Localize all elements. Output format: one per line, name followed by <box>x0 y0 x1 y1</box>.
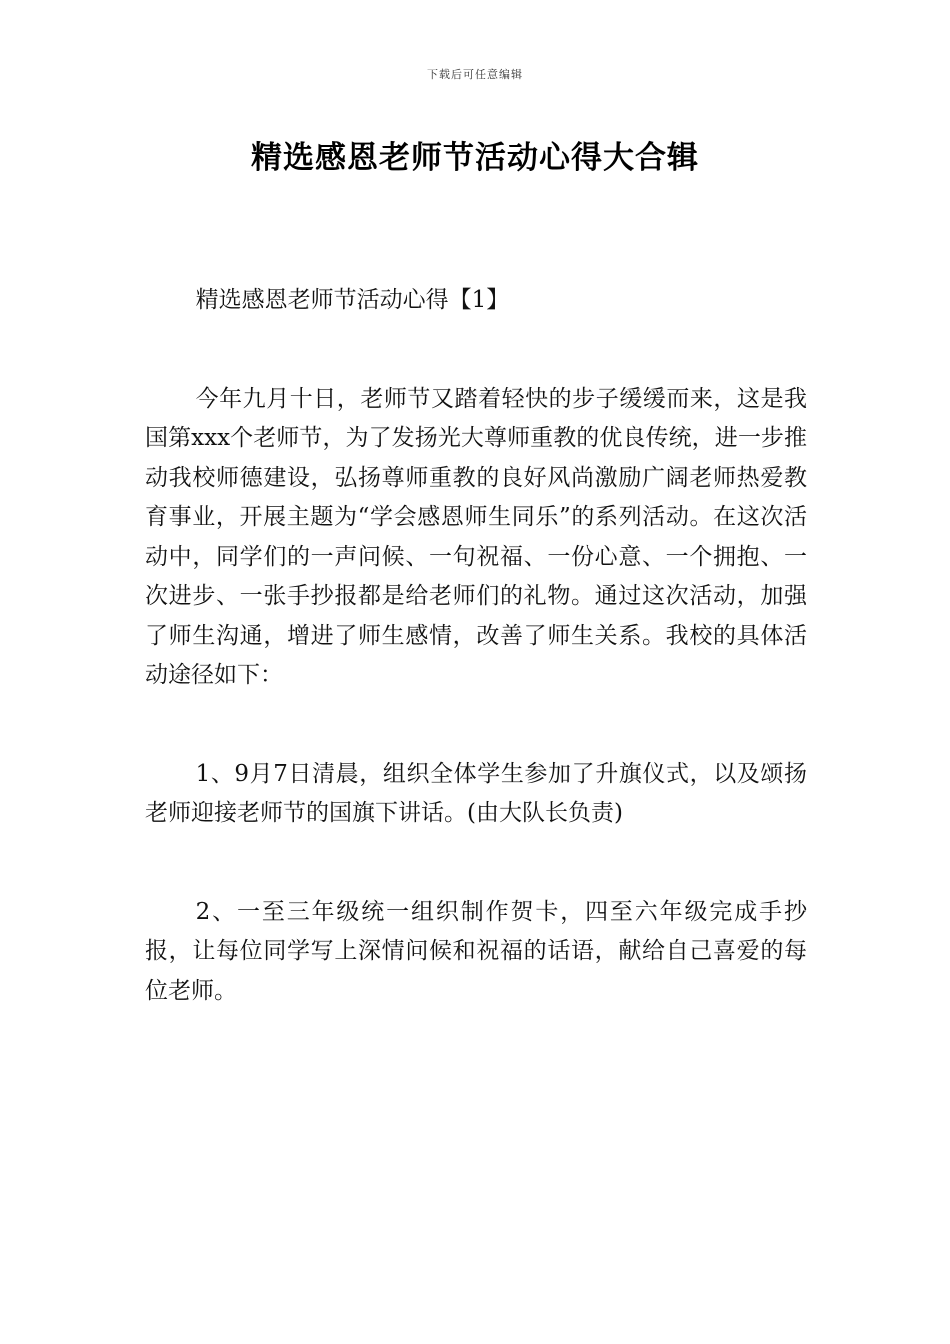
paragraph-intro: 今年九月十日，老师节又踏着轻快的步子缓缓而来，这是我国第xxx个老师节，为了发扬光大尊师重教的优良传统，进一步推动我校师德建设，弘扬尊师重教的良好风尚激励广阔老师热爱教育事业，开展主题为“学会感恩师生同乐”的系列活动。在这次活动中，同学们的一声问候、一句祝福、一份心意、一个拥抱、一次进步、一张手抄报都是给老师们的礼物。通过这次活动，加强了师生沟通，增进了师生感情，改善了师生关系。我校的具体活动途径如下： <box>145 385 807 688</box>
paragraph-item-2: 2、一至三年级统一组织制作贺卡，四至六年级完成手抄报，让每位同学写上深情问候和祝福的话语，献给自己喜爱的每位老师。 <box>145 898 807 1004</box>
paragraph-item-1: 1、9月7日清晨，组织全体学生参加了升旗仪式，以及颂扬老师迎接老师节的国旗下讲话。(由大队长负责) <box>145 760 807 826</box>
document-body <box>145 281 807 1070</box>
section-heading: 精选感恩老师节活动心得【1】 <box>195 287 510 313</box>
document-title: 精选感恩老师节活动心得大合辑 <box>251 140 699 176</box>
header-note: 下载后可任意编辑 <box>427 68 523 81</box>
